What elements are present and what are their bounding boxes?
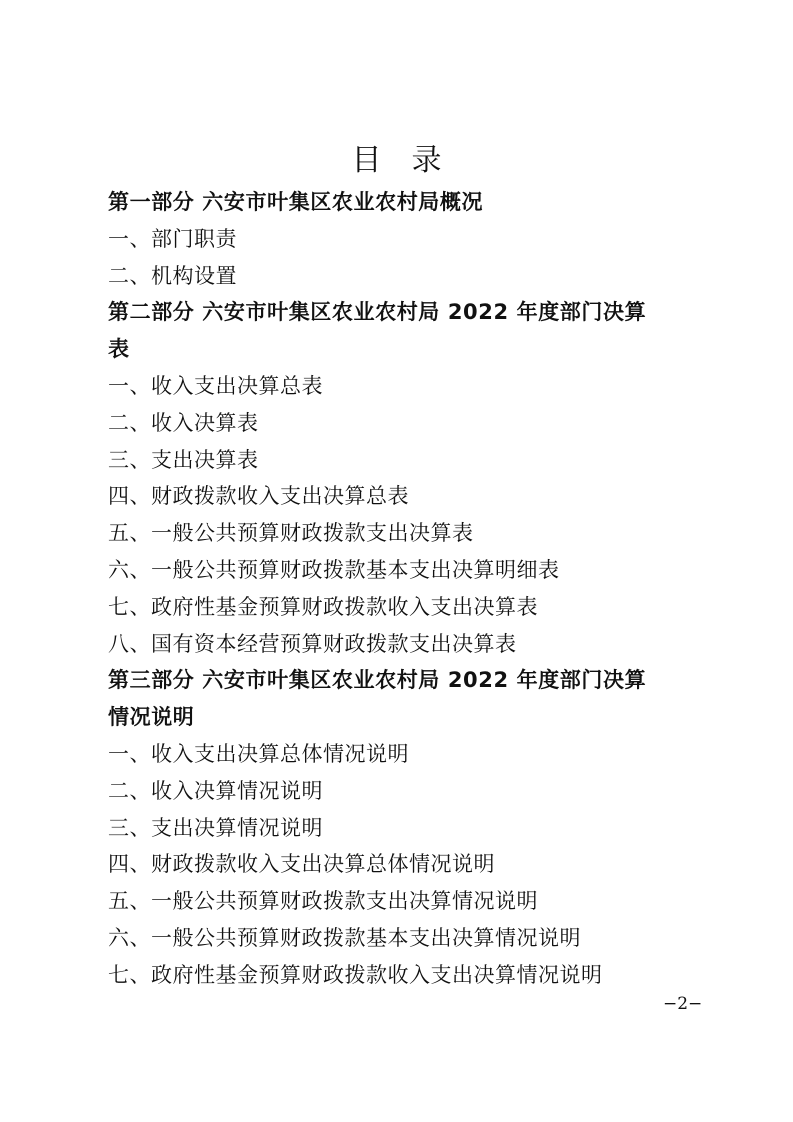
page-number: −2− xyxy=(663,994,703,1014)
toc-item: 六、一般公共预算财政拨款基本支出决算明细表 xyxy=(108,557,560,582)
toc-part-heading-continued: 情况说明 xyxy=(108,705,195,730)
toc-item: 七、政府性基金预算财政拨款收入支出决算情况说明 xyxy=(108,962,603,987)
toc-part-heading-continued: 表 xyxy=(108,337,130,362)
toc-item: 五、一般公共预算财政拨款支出决算情况说明 xyxy=(108,889,538,914)
toc-item: 六、一般公共预算财政拨款基本支出决算情况说明 xyxy=(108,925,581,950)
page-title: 目录 xyxy=(351,143,472,178)
toc-part-heading: 第三部分 六安市叶集区农业农村局 2022 年度部门决算 xyxy=(108,668,647,693)
toc-item: 一、部门职责 xyxy=(108,226,237,251)
toc-item: 一、收入支出决算总表 xyxy=(108,373,323,398)
table-of-contents xyxy=(108,184,708,994)
toc-item: 二、收入决算情况说明 xyxy=(108,778,323,803)
toc-part-heading: 第二部分 六安市叶集区农业农村局 2022 年度部门决算 xyxy=(108,300,647,325)
toc-item: 二、机构设置 xyxy=(108,263,237,288)
toc-item: 四、财政拨款收入支出决算总表 xyxy=(108,484,409,509)
toc-item: 四、财政拨款收入支出决算总体情况说明 xyxy=(108,852,495,877)
toc-item: 三、支出决算表 xyxy=(108,447,259,472)
toc-item: 一、收入支出决算总体情况说明 xyxy=(108,741,409,766)
toc-item: 三、支出决算情况说明 xyxy=(108,815,323,840)
toc-item: 二、收入决算表 xyxy=(108,410,259,435)
toc-item: 七、政府性基金预算财政拨款收入支出决算表 xyxy=(108,594,538,619)
toc-part-heading: 第一部分 六安市叶集区农业农村局概况 xyxy=(108,190,484,214)
toc-item: 八、国有资本经营预算财政拨款支出决算表 xyxy=(108,631,517,656)
toc-item: 五、一般公共预算财政拨款支出决算表 xyxy=(108,521,474,546)
